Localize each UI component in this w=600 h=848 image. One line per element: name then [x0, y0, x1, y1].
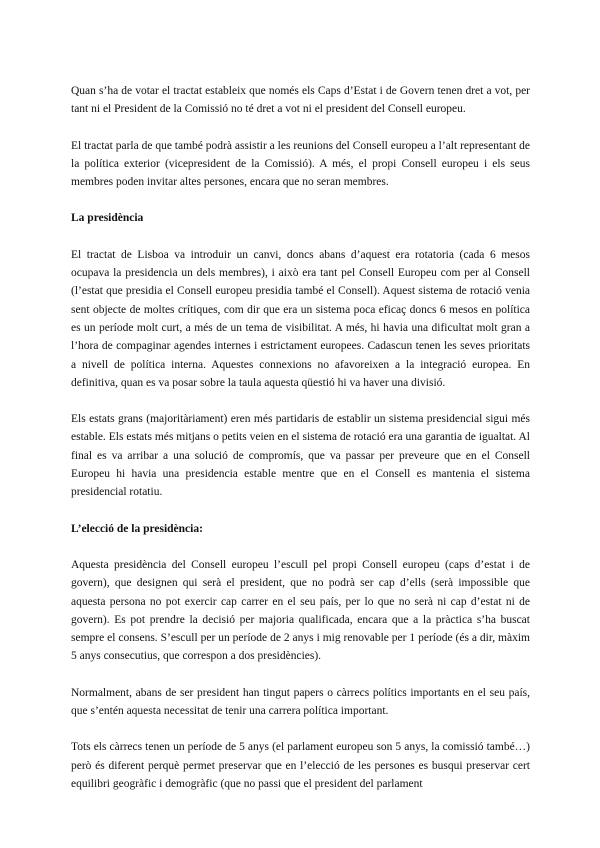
paragraph-election-process: Aquesta presidència del Consell europeu l’escull pel propi Consell europeu (caps d’estat i de govern), que designen qui serà el president, que no podrà ser cap d’ells (serà impossible que aquesta persona no pot exercir cap carrer en el seu país, per lo que no serà ni cap d’estat ni de govern). Es pot prendre la decisió per majoria qualificada, encara que a la pràctica s’ha buscat sempre el consens. S’escull per un període de 2 anys i mig renovable per 1 període (és a dir, màxim 5 anys consecutius, que correspon a dos presidències). — [71, 558, 530, 663]
document-page — [71, 82, 530, 811]
paragraph-large-states: Els estats grans (majoritàriament) eren més partidaris de establir un sistema presidencial sigui més estable. Els estats més mitjans o petits veien en el sistema de rotació era una garantia de igualtat. Al final es va arribar a una solució de compromís, que va passar per preveure que en el Consell Europeu hi havia una presidencia estable mentre que en el Consell es mantenia el sistema presidencial rotatiu. — [71, 413, 530, 499]
paragraph-political-career: Normalment, abans de ser president han tingut papers o càrrecs polítics importants en el seu país, que s’entén aquesta necessitat de tenir una carrera política important. — [71, 686, 530, 718]
paragraph-voting: Quan s’ha de votar el tractat estableix que només els Caps d’Estat i de Govern tenen dret a vot, per tant ni el President de la Comissió no té dret a vot ni el president del Consell europeu. — [71, 85, 530, 116]
heading-presidency: La presidència — [71, 212, 144, 225]
paragraph-five-year-terms: Tots els càrrecs tenen un període de 5 anys (el parlament europeu son 5 anys, la comissió també…) però és diferent perquè permet preservar que en l’elecció de les persones es busqui preservar cert equilibri geogràfic i demogràfic (que no passi que el president del parlament — [71, 741, 530, 790]
paragraph-lisbon-treaty: El tractat de Lisboa va introduir un canvi, doncs abans d’aquest era rotatoria (cada 6 mesos ocupava la presidencia un dels membres), i això era tant pel Consell Europeu com per al Consell (l’estat que presidia el Consell europeu presidia també el Consell). Aquest sistema de rotació venia sent objecte de moltes crítiques, com dir que era un sistema poca eficaç doncs 6 mesos en política es un període molt curt, a més de un tema de visibilitat. A més, hi havia una dificultat molt gran a l’hora de compaginar agendes internes i estrictament europees. Cadascun tenen les seves prioritats a nivell de política interna. Aquestes connexions no afavoreixen a la integració europea. En definitiva, quan es va posar sobre la taula aquesta qüestió hi va haver una divisió. — [71, 248, 530, 389]
heading-election-of-presidency: L’elecció de la presidència: — [71, 522, 203, 535]
paragraph-high-representative: El tractat parla de que també podrà assistir a les reunions del Consell europeu a l’alt representant de la política exterior (vicepresident de la Comissió). A més, el propi Consell europeu i els seus membres poden invitar altes persones, encara que no seran membres. — [71, 139, 530, 189]
